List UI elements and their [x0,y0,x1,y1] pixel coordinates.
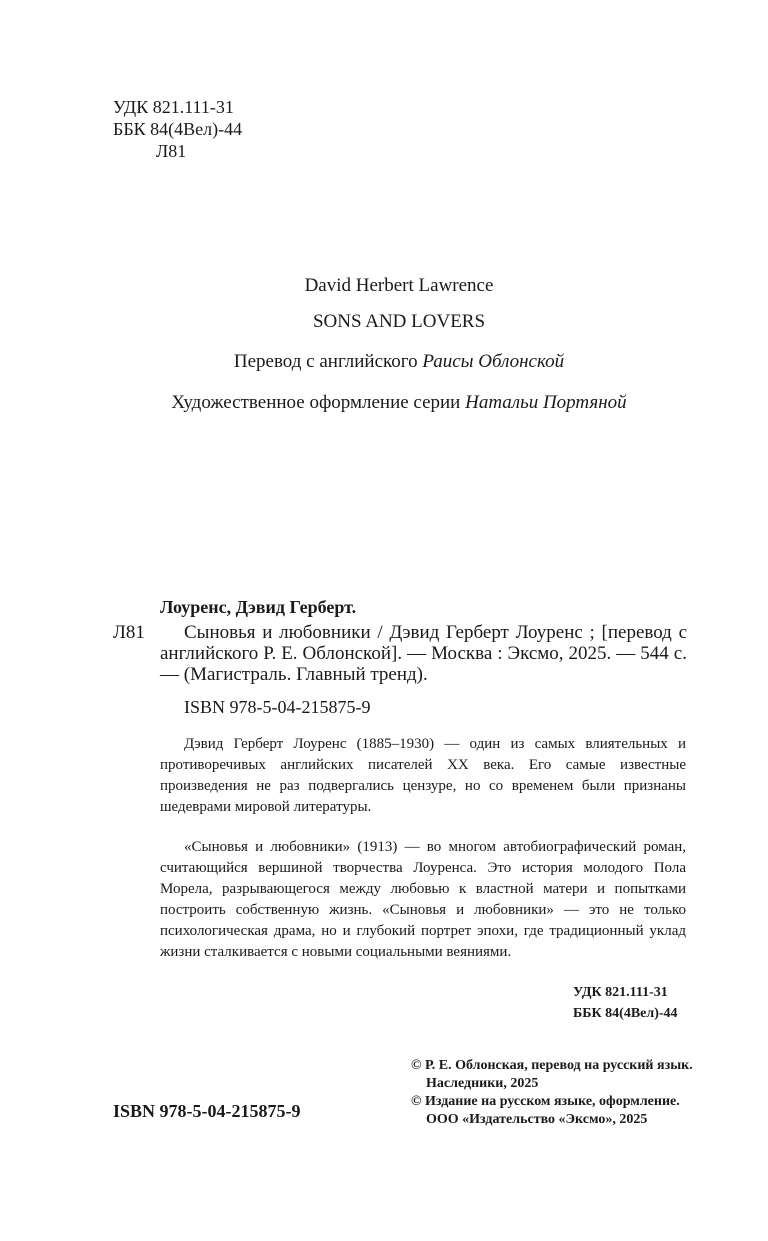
translation-prefix: Перевод с английского [233,351,423,372]
udk-code: УДК 821.111-31 [113,97,234,117]
annotation-paragraph: Дэвид Герберт Лоуренс (1885–1930) — один из самых влиятельных и противоречивых английских писателей XX века. Его самые известные произведения не раз подвергались цензуре, но со временем были признаны шедеврами мировой литературы. [160,736,686,815]
translator-name: Раисы Облонской [422,351,565,372]
annotation-paragraph: «Сыновья и любовники» (1913) — во многом автобиографический роман, считающийся вершиной творчества Лоуренса. Это история молодого Пола Морела, разрывающегося между любовью к властной матери и попытками построить собственную жизнь. «Сыновья и любовники» — это не только психологическая драма, но и глубокий портрет эпохи, где традиционный уклад жизни сталкивается с новыми социальными веяниями. [160,839,686,960]
bbk-code: ББК 84(4Вел)-44 [113,119,243,139]
catalog-code: Л81 [113,622,145,643]
classification-codes-bottom [573,982,678,1024]
catalog-isbn: ISBN 978-5-04-215875-9 [184,697,371,717]
udk-code: УДК 821.111-31 [573,985,668,1000]
catalog-description: Сыновья и любовники / Дэвид Герберт Лоуренс ; [перевод с английского Р. Е. Облонской]. — Москва : Эксмо, 2025. — 544 с. — (Магистраль. Главный тренд). [160,622,687,685]
catalog-author: Лоуренс, Дэвид Герберт. [160,597,357,617]
author-name-en: David Herbert Lawrence [304,275,494,296]
isbn-bottom: ISBN 978-5-04-215875-9 [113,1101,301,1121]
copyright-line: © Р. Е. Облонская, перевод на русский язык. [411,1058,693,1073]
bbk-code: ББК 84(4Вел)-44 [573,1006,678,1021]
copyright-block [411,1057,693,1129]
translation-credit [0,351,768,373]
design-prefix: Художественное оформление серии [171,392,466,413]
design-credit [0,392,768,414]
copyright-line: ООО «Издательство «Эксмо», 2025 [426,1112,648,1127]
author-mark: Л81 [156,141,187,161]
copyright-line: © Издание на русском языке, оформление. [411,1094,680,1109]
classification-codes [113,96,242,162]
title-en: SONS AND LOVERS [312,311,486,332]
copyright-line: Наследники, 2025 [426,1076,539,1091]
designer-name: Натальи Портяной [465,392,627,413]
